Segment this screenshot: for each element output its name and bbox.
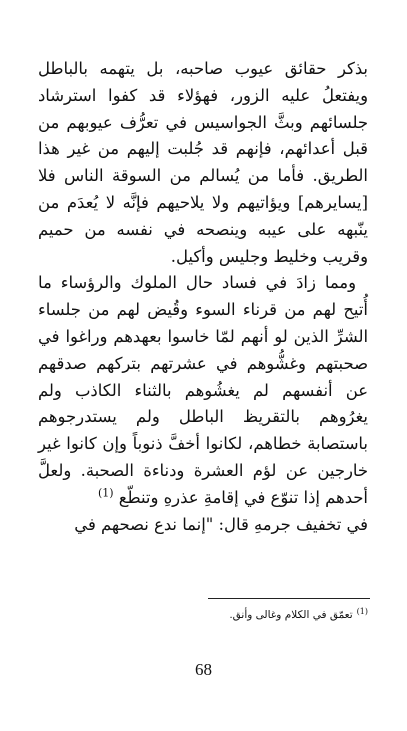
paragraph-1: بذكر حقائق عيوب صاحبه، بل يتهمه بالباطل ويفتعلُ عليه الزور، فهؤلاء قد كفوا استرشاد جلسائهم وبثَّ الجواسيس في تعرُّف عيوبهم من قبل أعدائهم، فإنهم قد جُلبت إليهم من غير هذا الطريق. فأما من يُسالم من السوقة الناس فلا [يسايرهم] ويؤاتيهم ولا يلاحيهم فإنَّه لا يُعدَم من ينّبهه على عيبه وينصحه في نفسه من حميم وقريب وخليط وجليس وأكيل. bbox=[38, 59, 368, 266]
footnote-text: تعمّق في الكلام وغالى وأنق. bbox=[229, 609, 353, 621]
paragraph-2-text: ومما زادَ في فساد حال الملوك والرؤساء ما أُتيح لهم من قرناء السوء وقُيض لهم من جلساء الشرِّ الذين لو أنهم لمّا خاسوا بعهدهم وراغوا في صحبتهم وغشُّوهم في عشرتهم بتركهم صدقهم عن أنفسهم لم يغشُوهم بالثناء الكاذب ولم يغرُوهم بالتقريظ الباطل ولم يستدرجوهم باستصابة خطاهم، لكانوا أخفَّ ذنوباً وإن كانوا غير خارجين عن لؤم العشرة ودناءة الصحبة. ولعلَّ أحدهم إذا تنوّع في إقامةِ عذرهِ وتنطّع bbox=[38, 273, 368, 507]
paragraph-2 bbox=[38, 270, 368, 511]
footnote-number: (1) bbox=[356, 606, 368, 616]
paragraph-3: في تخفيف جرمهِ قال: "إنما ندع نصحهم في bbox=[74, 514, 368, 534]
footnote-divider bbox=[208, 598, 370, 599]
footnote-reference: (1) bbox=[97, 486, 114, 500]
page-number: 68 bbox=[195, 660, 212, 679]
footnote bbox=[38, 608, 368, 622]
body-text bbox=[38, 56, 368, 538]
